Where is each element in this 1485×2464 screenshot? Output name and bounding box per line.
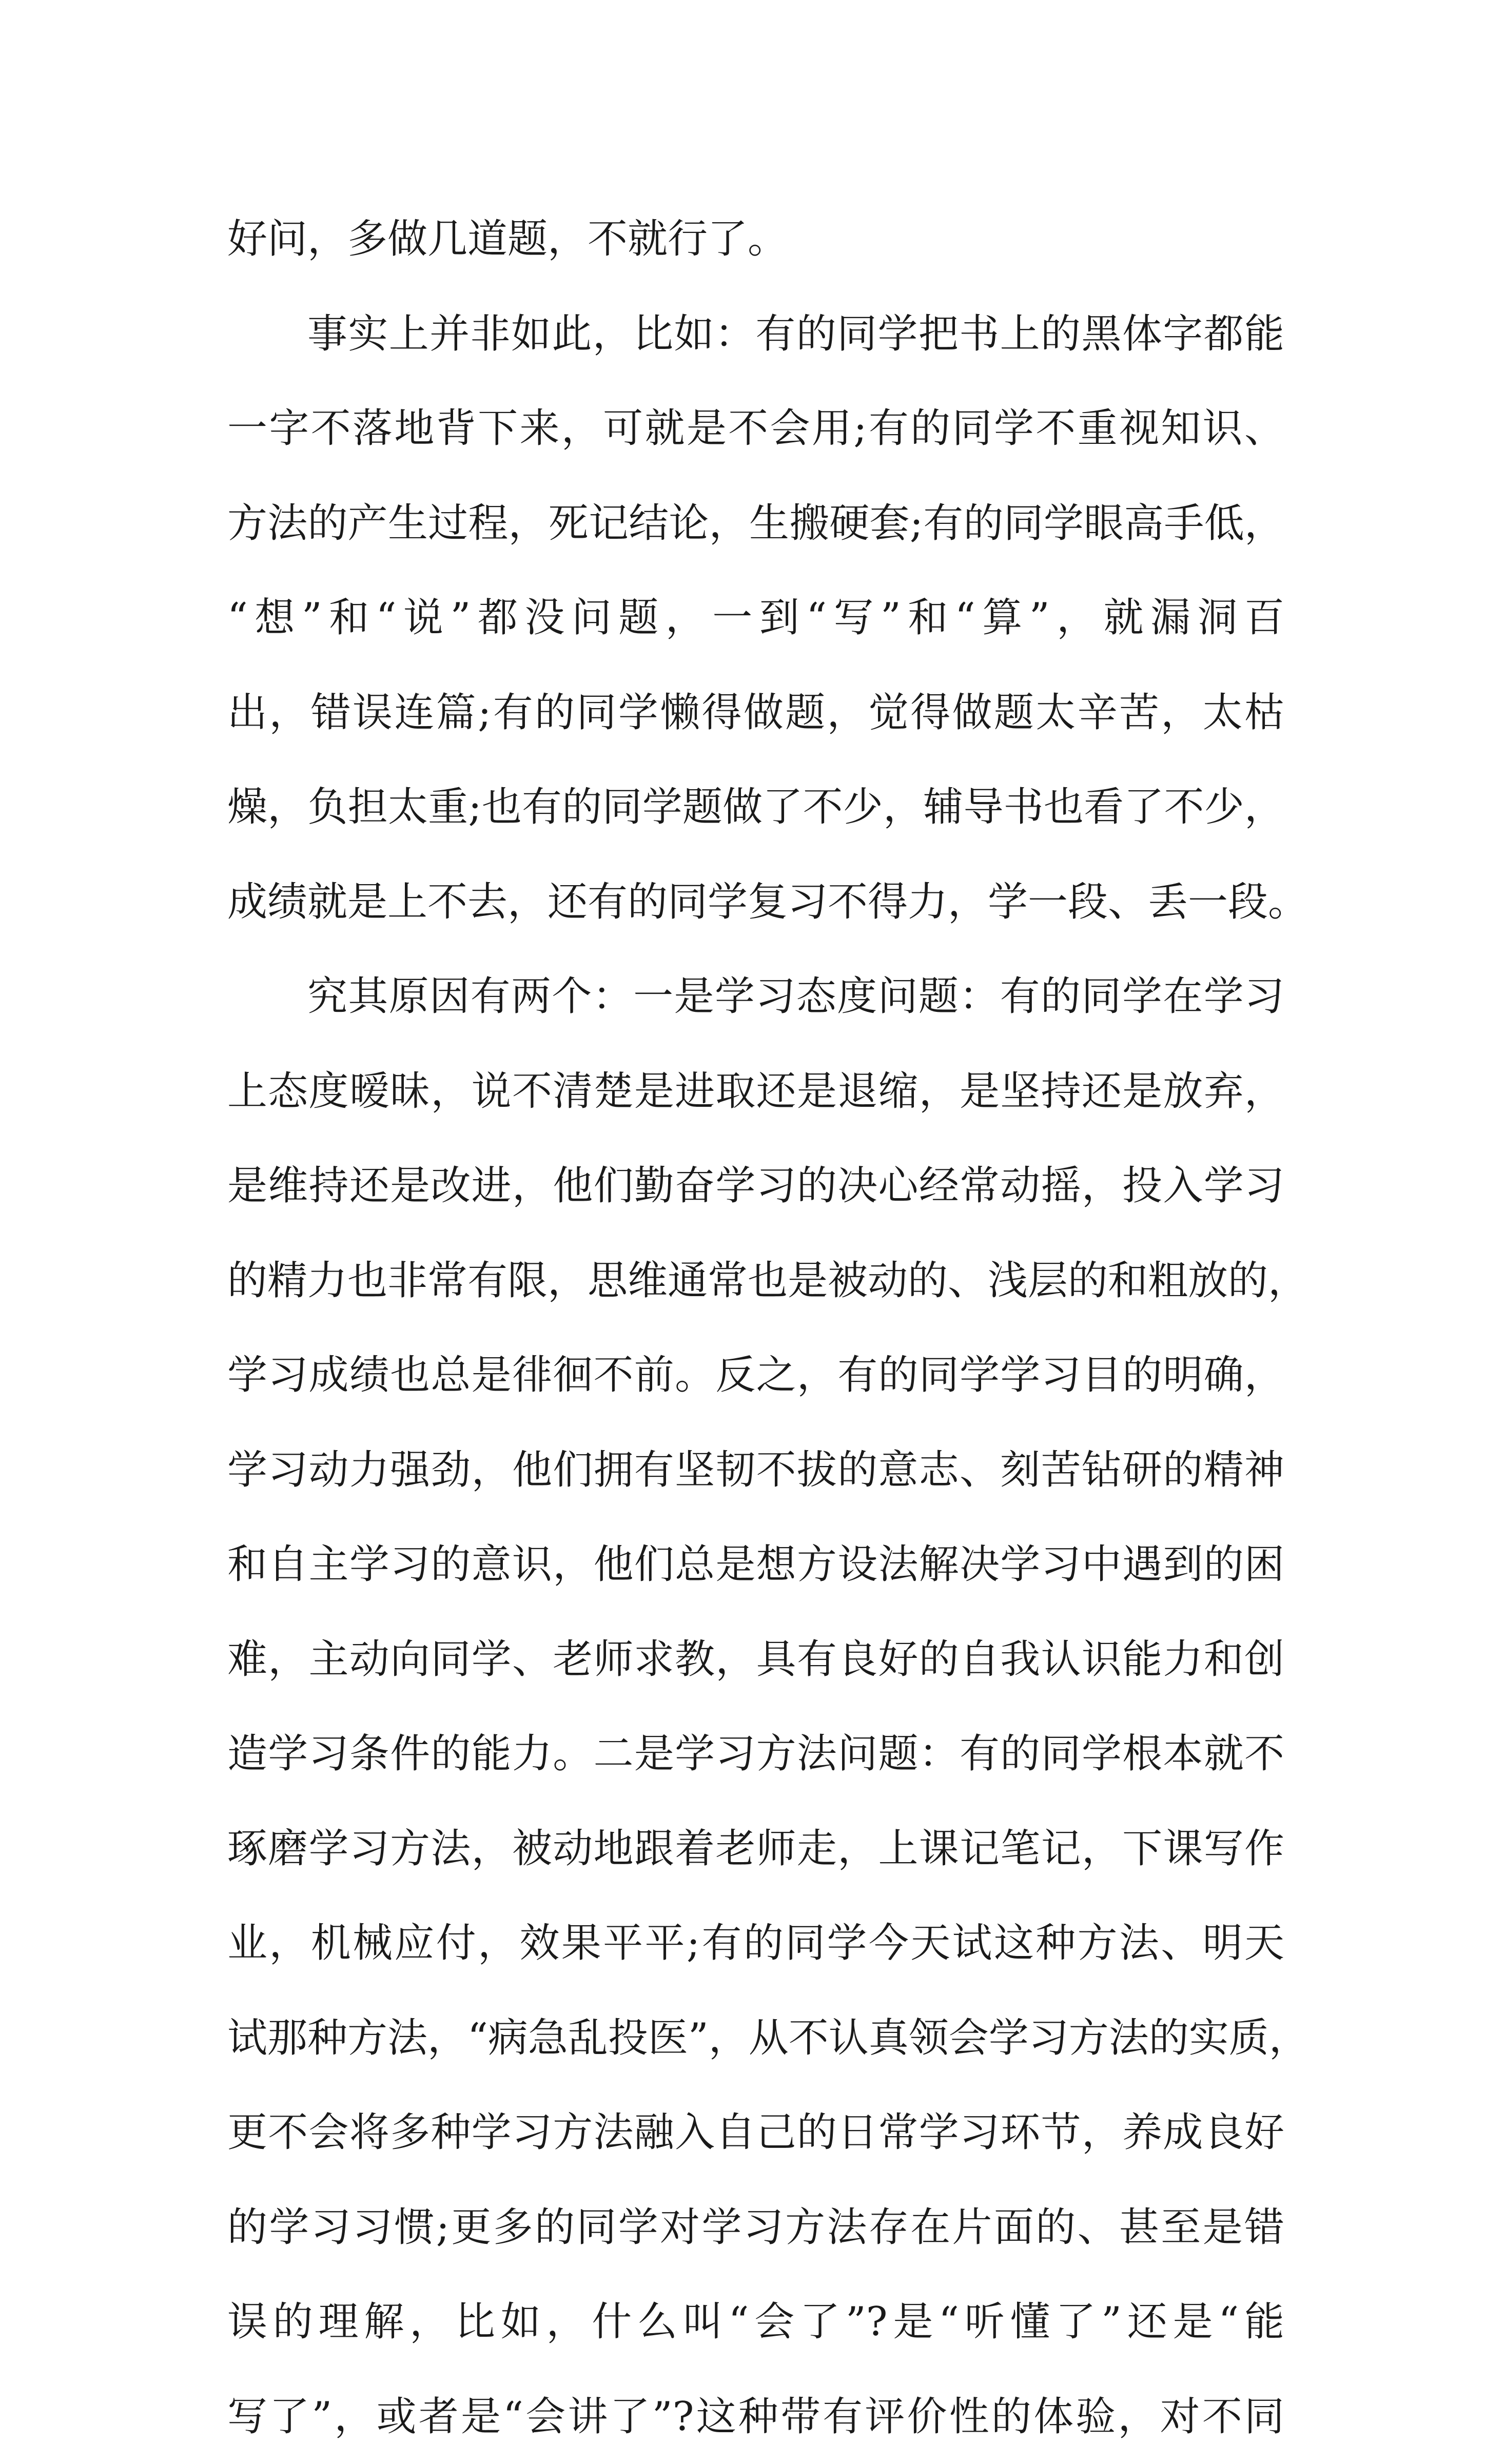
- text-line: 一字不落地背下来，可就是不会用;有的同学不重视知识、: [227, 381, 1284, 476]
- text-line: 写了”，或者是“会讲了”?这种带有评价性的体验，对不同: [227, 2370, 1284, 2464]
- text-line: 上态度暧昧，说不清楚是进取还是退缩，是坚持还是放弃，: [227, 1044, 1284, 1139]
- text-line: 造学习条件的能力。二是学习方法问题：有的同学根本就不: [227, 1707, 1284, 1802]
- text-line: 成绩就是上不去，还有的同学复习不得力，学一段、丢一段。: [227, 855, 1284, 950]
- body-text: [227, 192, 1284, 2464]
- text-line: 学习成绩也总是徘徊不前。反之，有的同学学习目的明确，: [227, 1328, 1284, 1423]
- text-line: 是维持还是改进，他们勤奋学习的决心经常动摇，投入学习: [227, 1139, 1284, 1234]
- text-line: 方法的产生过程，死记结论，生搬硬套;有的同学眼高手低，: [227, 476, 1284, 571]
- paragraph-start-line: 究其原因有两个：一是学习态度问题：有的同学在学习: [227, 949, 1284, 1044]
- text-line: 出，错误连篇;有的同学懒得做题，觉得做题太辛苦，太枯: [227, 666, 1284, 760]
- text-line: 业，机械应付，效果平平;有的同学今天试这种方法、明天: [227, 1896, 1284, 1991]
- text-line: 好问，多做几道题，不就行了。: [227, 192, 1284, 287]
- text-line: 的学习习惯;更多的同学对学习方法存在片面的、甚至是错: [227, 2180, 1284, 2275]
- text-line: “想”和“说”都没问题，一到“写”和“算”，就漏洞百: [227, 571, 1284, 666]
- text-line: 误的理解，比如，什么叫“会了”?是“听懂了”还是“能: [227, 2275, 1284, 2370]
- text-line: 的精力也非常有限，思维通常也是被动的、浅层的和粗放的，: [227, 1234, 1284, 1328]
- text-line: 更不会将多种学习方法融入自己的日常学习环节，养成良好: [227, 2085, 1284, 2180]
- text-line: 试那种方法，“病急乱投医”，从不认真领会学习方法的实质，: [227, 1991, 1284, 2086]
- text-line: 和自主学习的意识，他们总是想方设法解决学习中遇到的困: [227, 1517, 1284, 1612]
- paragraph-start-line: 事实上并非如此，比如：有的同学把书上的黑体字都能: [227, 287, 1284, 382]
- text-line: 琢磨学习方法，被动地跟着老师走，上课记笔记，下课写作: [227, 1802, 1284, 1896]
- text-line: 学习动力强劲，他们拥有坚韧不拔的意志、刻苦钻研的精神: [227, 1423, 1284, 1518]
- text-line: 难，主动向同学、老师求教，具有良好的自我认识能力和创: [227, 1612, 1284, 1707]
- text-line: 燥，负担太重;也有的同学题做了不少，辅导书也看了不少，: [227, 760, 1284, 855]
